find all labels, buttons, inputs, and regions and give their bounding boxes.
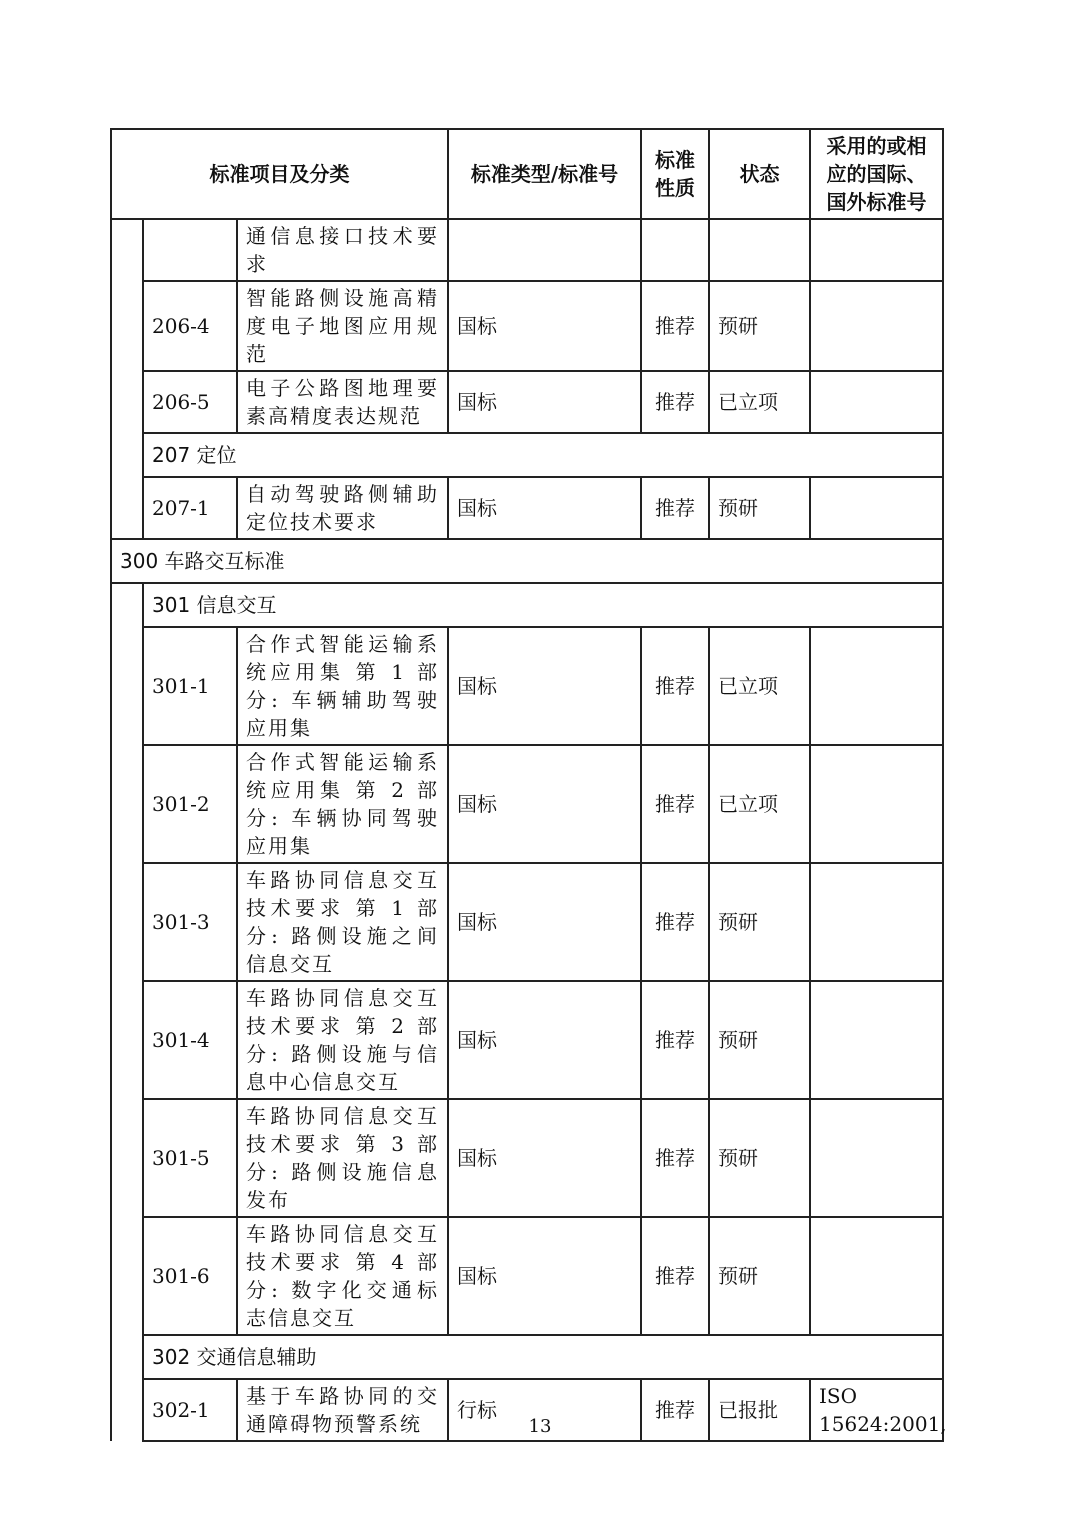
standard-number: 302-1 — [143, 1379, 237, 1441]
indent-cell — [111, 583, 143, 1441]
table-row — [111, 219, 943, 281]
standard-number: 301-5 — [143, 1099, 237, 1217]
section-row — [111, 539, 943, 583]
standard-reference — [810, 219, 943, 281]
standard-title: 通信息接口技术要求 — [237, 219, 448, 281]
section-heading: 302 交通信息辅助 — [143, 1335, 943, 1379]
standard-nature: 推荐 — [641, 1379, 709, 1441]
standard-nature: 推荐 — [641, 1217, 709, 1335]
standard-title: 车路协同信息交互技术要求 第 2 部分: 路侧设施与信息中心信息交互 — [237, 981, 448, 1099]
standard-number: 206-4 — [143, 281, 237, 371]
standard-type: 国标 — [448, 863, 641, 981]
standard-reference — [810, 745, 943, 863]
standard-nature: 推荐 — [641, 477, 709, 539]
standard-type — [448, 219, 641, 281]
standard-reference — [810, 281, 943, 371]
standard-title: 车路协同信息交互技术要求 第 4 部分: 数字化交通标志信息交互 — [237, 1217, 448, 1335]
standard-reference: ISO 15624:2001, — [810, 1379, 943, 1441]
table-row — [111, 1099, 943, 1217]
standard-nature: 推荐 — [641, 627, 709, 745]
standard-status: 预研 — [709, 981, 810, 1099]
indent-cell — [111, 219, 143, 539]
section-heading: 301 信息交互 — [143, 583, 943, 627]
standard-title: 基于车路协同的交通障碍物预警系统 — [237, 1379, 448, 1441]
standard-status: 已立项 — [709, 745, 810, 863]
page-number: 13 — [528, 1416, 552, 1437]
standard-type: 国标 — [448, 371, 641, 433]
header-row — [111, 129, 943, 219]
header-standard-type: 标准类型/标准号 — [448, 129, 641, 219]
standard-nature: 推荐 — [641, 981, 709, 1099]
table-row — [111, 477, 943, 539]
standard-reference — [810, 1099, 943, 1217]
standard-reference — [810, 863, 943, 981]
standard-number: 301-4 — [143, 981, 237, 1099]
section-heading: 207 定位 — [143, 433, 943, 477]
standard-nature: 推荐 — [641, 863, 709, 981]
standard-reference — [810, 981, 943, 1099]
standard-reference — [810, 477, 943, 539]
standard-number: 301-6 — [143, 1217, 237, 1335]
standard-status: 预研 — [709, 1217, 810, 1335]
table-row — [111, 371, 943, 433]
standard-status — [709, 219, 810, 281]
table-row — [111, 745, 943, 863]
standard-status: 预研 — [709, 281, 810, 371]
standard-nature: 推荐 — [641, 371, 709, 433]
standard-nature: 推荐 — [641, 745, 709, 863]
standard-type: 国标 — [448, 1217, 641, 1335]
table-row — [111, 281, 943, 371]
header-status: 状态 — [709, 129, 810, 219]
standard-type: 国标 — [448, 627, 641, 745]
standard-type: 国标 — [448, 281, 641, 371]
standard-status: 预研 — [709, 477, 810, 539]
standard-reference — [810, 627, 943, 745]
table-row — [111, 981, 943, 1099]
standard-title: 智能路侧设施高精度电子地图应用规范 — [237, 281, 448, 371]
standard-nature: 推荐 — [641, 281, 709, 371]
standard-status: 已报批 — [709, 1379, 810, 1441]
standard-status: 预研 — [709, 863, 810, 981]
standard-title: 车路协同信息交互技术要求 第 1 部分: 路侧设施之间信息交互 — [237, 863, 448, 981]
standard-type: 行标 — [448, 1379, 641, 1441]
standard-type: 国标 — [448, 981, 641, 1099]
standard-title: 车路协同信息交互技术要求 第 3 部分: 路侧设施信息发布 — [237, 1099, 448, 1217]
header-reference: 采用的或相应的国际、国外标准号 — [810, 129, 943, 219]
standard-title: 自动驾驶路侧辅助定位技术要求 — [237, 477, 448, 539]
standard-number: 206-5 — [143, 371, 237, 433]
table-row — [111, 1217, 943, 1335]
standard-number: 207-1 — [143, 477, 237, 539]
standard-nature — [641, 219, 709, 281]
standard-number — [143, 219, 237, 281]
standard-number: 301-2 — [143, 745, 237, 863]
standard-reference — [810, 371, 943, 433]
standard-title: 合作式智能运输系统应用集 第 1 部分: 车辆辅助驾驶应用集 — [237, 627, 448, 745]
standard-title: 合作式智能运输系统应用集 第 2 部分: 车辆协同驾驶应用集 — [237, 745, 448, 863]
section-row — [111, 1335, 943, 1379]
section-heading: 300 车路交互标准 — [111, 539, 943, 583]
standard-status: 预研 — [709, 1099, 810, 1217]
standards-table — [110, 128, 947, 1442]
standard-number: 301-1 — [143, 627, 237, 745]
section-row — [111, 583, 943, 627]
standard-reference — [810, 1217, 943, 1335]
standard-title: 电子公路图地理要素高精度表达规范 — [237, 371, 448, 433]
header-nature: 标准性质 — [641, 129, 709, 219]
table-row — [111, 863, 943, 981]
table-row — [111, 627, 943, 745]
section-row — [111, 433, 943, 477]
standard-status: 已立项 — [709, 371, 810, 433]
standard-number: 301-3 — [143, 863, 237, 981]
standard-type: 国标 — [448, 477, 641, 539]
standard-type: 国标 — [448, 1099, 641, 1217]
standard-type: 国标 — [448, 745, 641, 863]
header-item-category: 标准项目及分类 — [111, 129, 448, 219]
standard-nature: 推荐 — [641, 1099, 709, 1217]
standard-status: 已立项 — [709, 627, 810, 745]
